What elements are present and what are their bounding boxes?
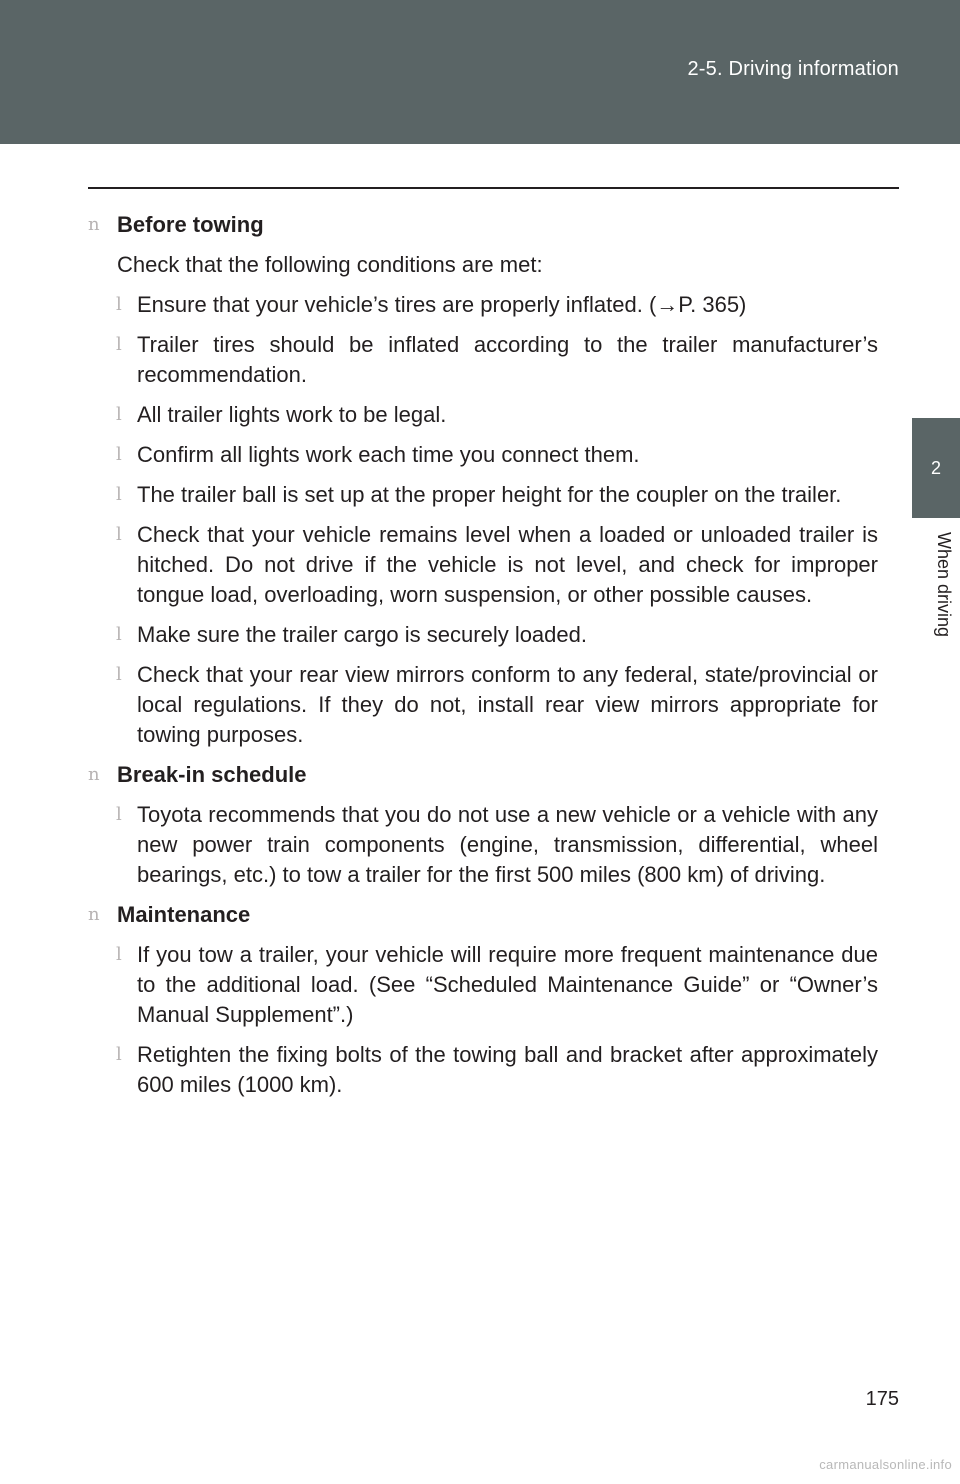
- list-item: l The trailer ball is set up at the proper height for the coupler on the trailer.: [88, 480, 878, 510]
- list-item: l Check that your rear view mirrors conform to any federal, state/provincial or local regulations. If they do not, install rear view mirrors appropriate for towing purposes.: [116, 662, 878, 747]
- top-rule: [88, 187, 899, 189]
- list-item: l All trailer lights work to be legal.: [88, 400, 878, 430]
- bullet-marker: l: [116, 294, 122, 315]
- list-item: l Retighten the fixing bolts of the towing ball and bracket after approximately 600 miles (1000 km).: [116, 1042, 878, 1097]
- bullet-marker: l: [116, 484, 122, 505]
- section-intro: Check that the following conditions are met:: [117, 252, 543, 277]
- section-heading: n Break-in schedule: [88, 760, 878, 790]
- bullet-marker: l: [116, 624, 122, 645]
- bullet-marker: l: [116, 334, 122, 355]
- bullet-marker: l: [116, 404, 122, 425]
- list-item: l Make sure the trailer cargo is securely loaded.: [88, 620, 878, 650]
- heading-marker: n: [88, 764, 100, 785]
- list-item: l Toyota recommends that you do not use a new vehicle or a vehicle with any new power train components (engine, transmission, differential, wheel bearings, etc.) to tow a trailer for the first 500 miles (800 km) of driving.: [116, 802, 878, 887]
- page-number: 175: [865, 1388, 899, 1410]
- watermark: carmanualsonline.info: [819, 1457, 952, 1472]
- bullet-marker: l: [116, 804, 122, 825]
- heading-marker: n: [88, 904, 100, 925]
- section-heading: n Before towing: [88, 210, 878, 240]
- bullet-marker: l: [116, 524, 122, 545]
- list-item: l Confirm all lights work each time you connect them.: [88, 440, 878, 470]
- chapter-number: 2: [930, 457, 941, 478]
- list-item: l Ensure that your vehicle’s tires are properly inflated. (→P. 365): [88, 290, 878, 320]
- section-title: 2-5. Driving information: [687, 58, 899, 80]
- list-item: l Trailer tires should be inflated according to the trailer manufacturer’s recommendation.: [116, 332, 878, 387]
- list-item: l Check that your vehicle remains level when a loaded or unloaded trailer is hitched. Do not drive if the vehicle is not level, and check for improper tongue load, overloading, worn suspension, or other possible causes.: [116, 522, 878, 607]
- header-band: [0, 0, 960, 144]
- bullet-marker: l: [116, 944, 122, 965]
- list-item: l If you tow a trailer, your vehicle will require more frequent maintenance due to the additional load. (See “Scheduled Maintenance Guide” or “Owner’s Manual Supplement”.): [116, 942, 878, 1027]
- page-content: [88, 210, 878, 1100]
- chapter-label: When driving: [934, 532, 954, 638]
- section-heading: n Maintenance: [88, 900, 878, 930]
- heading-marker: n: [88, 214, 100, 235]
- chapter-tab: [912, 418, 960, 518]
- bullet-marker: l: [116, 444, 122, 465]
- bullet-marker: l: [116, 1044, 122, 1065]
- bullet-marker: l: [116, 664, 122, 685]
